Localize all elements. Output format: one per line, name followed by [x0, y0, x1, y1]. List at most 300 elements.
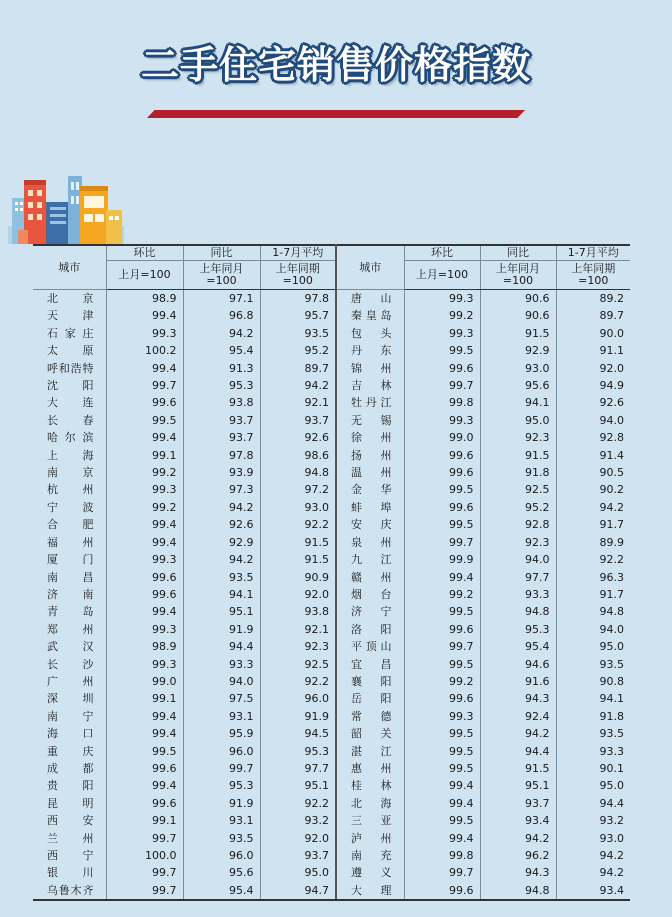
table-row: [33, 586, 630, 603]
mom-value: 100.2: [106, 342, 183, 359]
yoy-value: 94.1: [480, 394, 556, 411]
yoy-value: 91.6: [480, 673, 556, 690]
yoy-value: 95.6: [480, 377, 556, 394]
avg-value: 92.0: [556, 360, 630, 377]
city-name: 温州: [336, 464, 404, 481]
table-row: [33, 429, 630, 446]
mom-value: 98.9: [106, 638, 183, 655]
avg-value: 91.8: [556, 708, 630, 725]
city-name: 吉林: [336, 377, 404, 394]
mom-value: 99.7: [106, 830, 183, 847]
avg-value: 94.0: [556, 412, 630, 429]
city-name: 宜昌: [336, 656, 404, 673]
yoy-value: 93.1: [183, 708, 260, 725]
table-row: [33, 394, 630, 411]
yoy-value: 94.8: [480, 882, 556, 900]
yoy-value: 95.3: [480, 621, 556, 638]
yoy-value: 95.1: [480, 777, 556, 794]
avg-value: 91.4: [556, 447, 630, 464]
avg-value: 93.7: [260, 847, 336, 864]
yoy-value: 93.0: [480, 360, 556, 377]
city-name: 包头: [336, 325, 404, 342]
yoy-value: 97.1: [183, 290, 260, 308]
city-name: 乌鲁木齐: [33, 882, 106, 900]
avg-value: 95.0: [556, 638, 630, 655]
mom-value: 99.4: [404, 569, 480, 586]
table-row: [33, 481, 630, 498]
mom-value: 99.5: [404, 760, 480, 777]
city-name: 蚌埠: [336, 499, 404, 516]
yoy-value: 95.9: [183, 725, 260, 742]
city-name: 无锡: [336, 412, 404, 429]
mom-value: 99.2: [404, 673, 480, 690]
avg-value: 93.5: [556, 656, 630, 673]
city-name: 西安: [33, 812, 106, 829]
table-row: [33, 743, 630, 760]
yoy-value: 94.2: [183, 551, 260, 568]
avg-value: 91.7: [556, 516, 630, 533]
avg-value: 89.2: [556, 290, 630, 308]
yoy-value: 92.8: [480, 516, 556, 533]
city-name: 沈阳: [33, 377, 106, 394]
avg-value: 96.0: [260, 690, 336, 707]
yoy-value: 94.0: [183, 673, 260, 690]
city-name: 唐山: [336, 290, 404, 308]
table-row: [33, 342, 630, 359]
city-name: 秦皇岛: [336, 307, 404, 324]
city-name: 昆明: [33, 795, 106, 812]
yoy-value: 94.0: [480, 551, 556, 568]
city-name: 海口: [33, 725, 106, 742]
yoy-value: 93.5: [183, 569, 260, 586]
yoy-value: 92.3: [480, 429, 556, 446]
yoy-value: 95.4: [183, 882, 260, 900]
city-name: 北京: [33, 290, 106, 308]
yoy-value: 91.9: [183, 795, 260, 812]
table-row: [33, 795, 630, 812]
city-name: 韶关: [336, 725, 404, 742]
mom-value: 99.1: [106, 447, 183, 464]
avg-value: 90.0: [556, 325, 630, 342]
table-row: [33, 325, 630, 342]
yoy-value: 95.3: [183, 377, 260, 394]
mom-value: 99.6: [106, 795, 183, 812]
avg-value: 97.8: [260, 290, 336, 308]
table-row: [33, 777, 630, 794]
mom-value: 99.3: [404, 290, 480, 308]
yoy-value: 91.5: [480, 760, 556, 777]
table-row: [33, 603, 630, 620]
mom-value: 99.6: [106, 569, 183, 586]
avg-value: 91.1: [556, 342, 630, 359]
city-name: 湛江: [336, 743, 404, 760]
mom-value: 99.6: [106, 760, 183, 777]
avg-value: 94.5: [260, 725, 336, 742]
avg-value: 97.2: [260, 481, 336, 498]
mom-value: 99.4: [404, 777, 480, 794]
yoy-value: 94.2: [183, 499, 260, 516]
mom-value: 99.5: [404, 812, 480, 829]
avg-value: 94.7: [260, 882, 336, 900]
header-yoy-sub: 上年同月=100: [183, 261, 260, 290]
city-name: 呼和浩特: [33, 360, 106, 377]
avg-value: 92.5: [260, 656, 336, 673]
price-index-table-container: [33, 244, 630, 901]
mom-value: 99.4: [106, 725, 183, 742]
avg-value: 93.0: [556, 830, 630, 847]
yoy-value: 92.9: [480, 342, 556, 359]
mom-value: 99.5: [404, 516, 480, 533]
mom-value: 99.4: [106, 429, 183, 446]
avg-value: 98.6: [260, 447, 336, 464]
mom-value: 99.0: [404, 429, 480, 446]
table-row: [33, 708, 630, 725]
yoy-value: 95.4: [183, 342, 260, 359]
mom-value: 99.3: [106, 656, 183, 673]
city-name: 宁波: [33, 499, 106, 516]
avg-value: 92.8: [556, 429, 630, 446]
yoy-value: 94.4: [183, 638, 260, 655]
yoy-value: 97.7: [480, 569, 556, 586]
city-name: 北海: [336, 795, 404, 812]
avg-value: 94.2: [556, 847, 630, 864]
city-name: 岳阳: [336, 690, 404, 707]
mom-value: 99.7: [404, 534, 480, 551]
mom-value: 98.9: [106, 290, 183, 308]
mom-value: 99.3: [106, 325, 183, 342]
avg-value: 95.2: [260, 342, 336, 359]
mom-value: 99.4: [106, 360, 183, 377]
yoy-value: 93.3: [183, 656, 260, 673]
mom-value: 99.5: [404, 481, 480, 498]
table-row: [33, 638, 630, 655]
city-name: 长春: [33, 412, 106, 429]
mom-value: 99.4: [106, 777, 183, 794]
header-yoy-sub: 上年同月=100: [480, 261, 556, 290]
table-row: [33, 690, 630, 707]
mom-value: 99.3: [404, 708, 480, 725]
avg-value: 89.9: [556, 534, 630, 551]
avg-value: 93.8: [260, 603, 336, 620]
mom-value: 99.6: [404, 621, 480, 638]
table-row: [33, 760, 630, 777]
yoy-value: 95.2: [480, 499, 556, 516]
avg-value: 95.3: [260, 743, 336, 760]
city-name: 安庆: [336, 516, 404, 533]
avg-value: 91.5: [260, 551, 336, 568]
mom-value: 99.8: [404, 394, 480, 411]
header-avg-sub: 上年同期=100: [260, 261, 336, 290]
avg-value: 94.2: [556, 499, 630, 516]
yoy-value: 93.3: [480, 586, 556, 603]
mom-value: 99.2: [404, 307, 480, 324]
yoy-value: 92.5: [480, 481, 556, 498]
city-name: 贵阳: [33, 777, 106, 794]
header-mom-sub: 上月=100: [404, 261, 480, 290]
yoy-value: 95.1: [183, 603, 260, 620]
yoy-value: 91.8: [480, 464, 556, 481]
table-row: [33, 534, 630, 551]
avg-value: 90.9: [260, 569, 336, 586]
city-name: 济南: [33, 586, 106, 603]
header-yoy: 同比: [183, 245, 260, 261]
mom-value: 99.5: [106, 412, 183, 429]
city-name: 南昌: [33, 569, 106, 586]
title-underline-bar: [147, 110, 525, 118]
city-name: 金华: [336, 481, 404, 498]
mom-value: 99.5: [404, 725, 480, 742]
yoy-value: 96.2: [480, 847, 556, 864]
table-row: [33, 377, 630, 394]
avg-value: 95.0: [556, 777, 630, 794]
city-name: 哈尔滨: [33, 429, 106, 446]
city-name: 牡丹江: [336, 394, 404, 411]
header-avg: 1-7月平均: [556, 245, 630, 261]
avg-value: 92.1: [260, 621, 336, 638]
city-name: 银川: [33, 864, 106, 881]
mom-value: 99.5: [106, 743, 183, 760]
yoy-value: 96.0: [183, 847, 260, 864]
avg-value: 90.2: [556, 481, 630, 498]
avg-value: 92.2: [260, 516, 336, 533]
city-name: 武汉: [33, 638, 106, 655]
header-city: 城市: [336, 245, 404, 290]
yoy-value: 97.8: [183, 447, 260, 464]
yoy-value: 94.2: [183, 325, 260, 342]
yoy-value: 95.6: [183, 864, 260, 881]
avg-value: 94.1: [556, 690, 630, 707]
yoy-value: 93.9: [183, 464, 260, 481]
yoy-value: 90.6: [480, 290, 556, 308]
avg-value: 95.7: [260, 307, 336, 324]
yoy-value: 91.5: [480, 447, 556, 464]
yoy-value: 93.4: [480, 812, 556, 829]
yoy-value: 92.6: [183, 516, 260, 533]
yoy-value: 92.4: [480, 708, 556, 725]
mom-value: 99.3: [106, 481, 183, 498]
city-name: 上海: [33, 447, 106, 464]
yoy-value: 97.5: [183, 690, 260, 707]
mom-value: 99.7: [106, 864, 183, 881]
avg-value: 92.1: [260, 394, 336, 411]
mom-value: 99.7: [106, 882, 183, 900]
header-yoy: 同比: [480, 245, 556, 261]
header-mom-sub: 上月=100: [106, 261, 183, 290]
table-row: [33, 499, 630, 516]
mom-value: 99.6: [404, 882, 480, 900]
city-name: 杭州: [33, 481, 106, 498]
header-mom: 环比: [106, 245, 183, 261]
table-row: [33, 290, 630, 308]
city-name: 洛阳: [336, 621, 404, 638]
avg-value: 92.2: [556, 551, 630, 568]
table-row: [33, 464, 630, 481]
mom-value: 99.2: [106, 499, 183, 516]
table-row: [33, 551, 630, 568]
page-title: 二手住宅销售价格指数: [140, 43, 531, 87]
city-name: 常德: [336, 708, 404, 725]
mom-value: 99.4: [106, 307, 183, 324]
mom-value: 99.7: [404, 638, 480, 655]
mom-value: 99.0: [106, 673, 183, 690]
yoy-value: 93.7: [480, 795, 556, 812]
city-name: 太原: [33, 342, 106, 359]
yoy-value: 94.8: [480, 603, 556, 620]
avg-value: 89.7: [556, 307, 630, 324]
header-avg-sub: 上年同期=100: [556, 261, 630, 290]
mom-value: 99.3: [106, 551, 183, 568]
header-city: 城市: [33, 245, 106, 290]
mom-value: 99.5: [404, 342, 480, 359]
avg-value: 92.3: [260, 638, 336, 655]
yoy-value: 97.3: [183, 481, 260, 498]
yoy-value: 92.3: [480, 534, 556, 551]
yoy-value: 94.6: [480, 656, 556, 673]
mom-value: 99.3: [404, 412, 480, 429]
table-row: [33, 830, 630, 847]
mom-value: 99.4: [106, 708, 183, 725]
avg-value: 92.6: [260, 429, 336, 446]
city-name: 天津: [33, 307, 106, 324]
yoy-value: 93.5: [183, 830, 260, 847]
city-name: 厦门: [33, 551, 106, 568]
avg-value: 91.7: [556, 586, 630, 603]
avg-value: 93.2: [260, 812, 336, 829]
city-name: 济宁: [336, 603, 404, 620]
avg-value: 92.2: [260, 673, 336, 690]
city-name: 桂林: [336, 777, 404, 794]
table-row: [33, 412, 630, 429]
mom-value: 99.5: [404, 603, 480, 620]
city-name: 大连: [33, 394, 106, 411]
yoy-value: 93.7: [183, 429, 260, 446]
table-row: [33, 569, 630, 586]
mom-value: 99.4: [106, 516, 183, 533]
yoy-value: 94.4: [480, 743, 556, 760]
avg-value: 94.2: [556, 864, 630, 881]
city-name: 扬州: [336, 447, 404, 464]
avg-value: 95.1: [260, 777, 336, 794]
city-name: 福州: [33, 534, 106, 551]
avg-value: 94.8: [260, 464, 336, 481]
city-name: 西宁: [33, 847, 106, 864]
avg-value: 93.3: [556, 743, 630, 760]
city-name: 烟台: [336, 586, 404, 603]
city-name: 惠州: [336, 760, 404, 777]
mom-value: 99.6: [404, 690, 480, 707]
table-row: [33, 360, 630, 377]
yoy-value: 93.7: [183, 412, 260, 429]
avg-value: 92.0: [260, 586, 336, 603]
yoy-value: 94.3: [480, 690, 556, 707]
yoy-value: 96.0: [183, 743, 260, 760]
city-name: 南充: [336, 847, 404, 864]
city-name: 南京: [33, 464, 106, 481]
city-name: 重庆: [33, 743, 106, 760]
table-row: [33, 307, 630, 324]
yoy-value: 93.1: [183, 812, 260, 829]
mom-value: 99.5: [404, 743, 480, 760]
mom-value: 99.4: [404, 795, 480, 812]
mom-value: 99.7: [106, 377, 183, 394]
city-name: 赣州: [336, 569, 404, 586]
city-name: 大理: [336, 882, 404, 900]
yoy-value: 94.2: [480, 830, 556, 847]
avg-value: 92.2: [260, 795, 336, 812]
avg-value: 91.5: [260, 534, 336, 551]
table-row: [33, 864, 630, 881]
mom-value: 99.6: [106, 586, 183, 603]
table-row: [33, 882, 630, 900]
yoy-value: 94.1: [183, 586, 260, 603]
header-mom: 环比: [404, 245, 480, 261]
table-row: [33, 847, 630, 864]
yoy-value: 95.4: [480, 638, 556, 655]
avg-value: 93.4: [556, 882, 630, 900]
yoy-value: 93.8: [183, 394, 260, 411]
city-name: 深圳: [33, 690, 106, 707]
city-name: 遵义: [336, 864, 404, 881]
mom-value: 99.4: [106, 534, 183, 551]
table-row: [33, 673, 630, 690]
city-name: 兰州: [33, 830, 106, 847]
avg-value: 93.7: [260, 412, 336, 429]
avg-value: 90.1: [556, 760, 630, 777]
mom-value: 99.6: [106, 394, 183, 411]
table-row: [33, 656, 630, 673]
yoy-value: 96.8: [183, 307, 260, 324]
mom-value: 99.7: [404, 864, 480, 881]
city-name: 合肥: [33, 516, 106, 533]
city-name: 平顶山: [336, 638, 404, 655]
mom-value: 99.9: [404, 551, 480, 568]
mom-value: 99.1: [106, 812, 183, 829]
yoy-value: 91.9: [183, 621, 260, 638]
mom-value: 99.2: [404, 586, 480, 603]
city-name: 郑州: [33, 621, 106, 638]
header-avg: 1-7月平均: [260, 245, 336, 261]
avg-value: 93.0: [260, 499, 336, 516]
city-name: 石家庄: [33, 325, 106, 342]
mom-value: 99.8: [404, 847, 480, 864]
mom-value: 99.7: [404, 377, 480, 394]
mom-value: 99.3: [404, 325, 480, 342]
yoy-value: 99.7: [183, 760, 260, 777]
price-index-table: [33, 244, 630, 901]
mom-value: 99.3: [106, 621, 183, 638]
city-name: 青岛: [33, 603, 106, 620]
table-row: [33, 812, 630, 829]
table-body: [33, 290, 630, 901]
mom-value: 99.4: [404, 830, 480, 847]
yoy-value: 95.0: [480, 412, 556, 429]
yoy-value: 91.5: [480, 325, 556, 342]
city-name: 九江: [336, 551, 404, 568]
mom-value: 99.1: [106, 690, 183, 707]
avg-value: 95.0: [260, 864, 336, 881]
yoy-value: 94.3: [480, 864, 556, 881]
yoy-value: 91.3: [183, 360, 260, 377]
avg-value: 94.0: [556, 621, 630, 638]
city-name: 长沙: [33, 656, 106, 673]
city-buildings-illustration: [8, 172, 124, 244]
city-name: 襄阳: [336, 673, 404, 690]
avg-value: 90.8: [556, 673, 630, 690]
city-name: 泸州: [336, 830, 404, 847]
mom-value: 99.5: [404, 656, 480, 673]
avg-value: 94.9: [556, 377, 630, 394]
table-row: [33, 725, 630, 742]
